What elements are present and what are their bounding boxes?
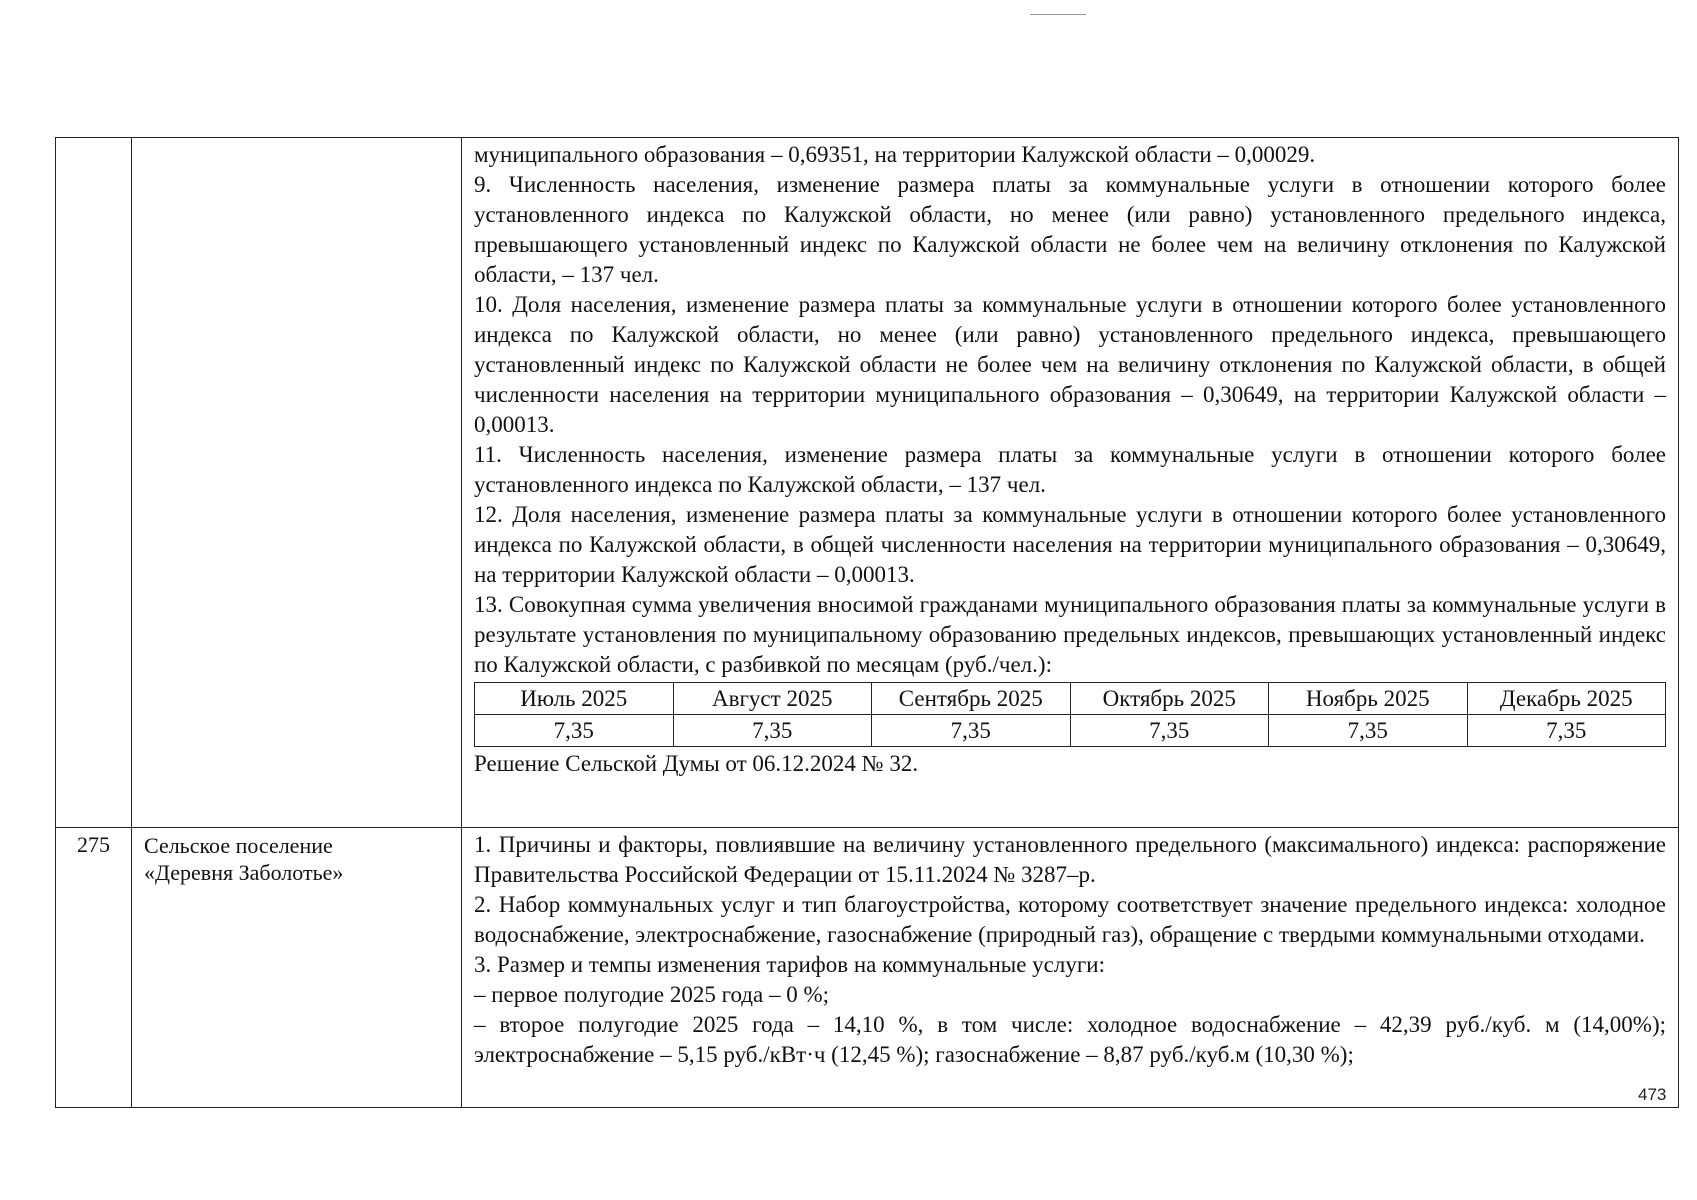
table-row-275 [56, 828, 1679, 1108]
table-row-continuation [56, 138, 1679, 828]
document-table [55, 137, 1679, 1108]
month-header: Август 2025 [673, 683, 872, 715]
entry-description-cell [462, 828, 1679, 1108]
month-value: 7,35 [1269, 715, 1468, 747]
number-cell-empty [56, 138, 132, 828]
month-value: 7,35 [1467, 715, 1666, 747]
paragraph-9: 9. Численность населения, изменение размера платы за коммунальные услуги в отношении которого более установленного индекса по Калужской области, но менее (или равно) установленного предельного индекса, превышающего установленный индекс по Калужской области не более чем на величину отклонения по Калужской области, – 137 чел. [474, 172, 1666, 287]
entry-number: 275 [56, 828, 132, 1108]
paragraph-11: 11. Численность населения, изменение размера платы за коммунальные услуги в отношении которого более установленного индекса по Калужской области, – 137 чел. [474, 442, 1666, 497]
scan-artifact-line [1030, 14, 1086, 15]
decision-reference: Решение Сельской Думы от 06.12.2024 № 32. [474, 751, 919, 776]
entry-name-cell [132, 828, 462, 1108]
entry-paragraph-3-second-half: – второе полугодие 2025 года – 14,10 %, в том числе: холодное водоснабжение – 42,39 руб./куб. м (14,00%); электроснабжение – 5,15 руб./кВт·ч (12,45 %); газоснабжение – 8,87 руб./куб.м (10,30 %); [474, 1012, 1666, 1067]
monthly-amounts-table [474, 682, 1666, 747]
month-header: Октябрь 2025 [1070, 683, 1269, 715]
paragraph-8-tail: муниципального образования – 0,69351, на территории Калужской области – 0,00029. [474, 142, 1316, 167]
entry-paragraph-2: 2. Набор коммунальных услуг и тип благоустройства, которому соответствует значение предельного индекса: холодное водоснабжение, электроснабжение, газоснабжение (природный газ), обращение с твердыми коммунальными отходами. [474, 892, 1666, 947]
page-number: 473 [1638, 1085, 1667, 1104]
month-header: Ноябрь 2025 [1269, 683, 1468, 715]
entry-paragraph-1: 1. Причины и факторы, повлиявшие на величину установленного предельного (максимального) индекса: распоряжение Правительства Российской Федерации от 15.11.2024 № 3287–р. [474, 832, 1666, 887]
paragraph-10: 10. Доля населения, изменение размера платы за коммунальные услуги в отношении которого более установленного индекса по Калужской области, но менее (или равно) установленного предельного индекса, превышающего установленный индекс по Калужской области не более чем на величину отклонения по Калужской области, в общей численности населения на территории муниципального образования – 0,30649, на территории Калужской области – 0,00013. [474, 292, 1666, 437]
name-cell-empty [132, 138, 462, 828]
month-value: 7,35 [872, 715, 1071, 747]
description-cell [462, 138, 1679, 828]
month-header: Сентябрь 2025 [872, 683, 1071, 715]
month-value-row [475, 715, 1666, 747]
month-value: 7,35 [673, 715, 872, 747]
month-value: 7,35 [1070, 715, 1269, 747]
entry-paragraph-3: 3. Размер и темпы изменения тарифов на коммунальные услуги: [474, 952, 1105, 977]
month-header: Декабрь 2025 [1467, 683, 1666, 715]
paragraph-13: 13. Совокупная сумма увеличения вносимой гражданами муниципального образования платы за коммунальные услуги в результате установления по муниципальному образованию предельных индексов, превышающих установленный индекс по Калужской области, с разбивкой по месяцам (руб./чел.): [474, 592, 1666, 677]
month-header-row [475, 683, 1666, 715]
month-header: Июль 2025 [475, 683, 674, 715]
entry-name-line-2: «Деревня Заболотье» [144, 860, 344, 885]
paragraph-12: 12. Доля населения, изменение размера платы за коммунальные услуги в отношении которого более установленного индекса по Калужской области, в общей численности населения на территории муниципального образования – 0,30649, на территории Калужской области – 0,00013. [474, 502, 1666, 587]
entry-paragraph-3-first-half: – первое полугодие 2025 года – 0 %; [474, 982, 830, 1007]
month-value: 7,35 [475, 715, 674, 747]
entry-name-line-1: Сельское поселение [144, 833, 333, 858]
